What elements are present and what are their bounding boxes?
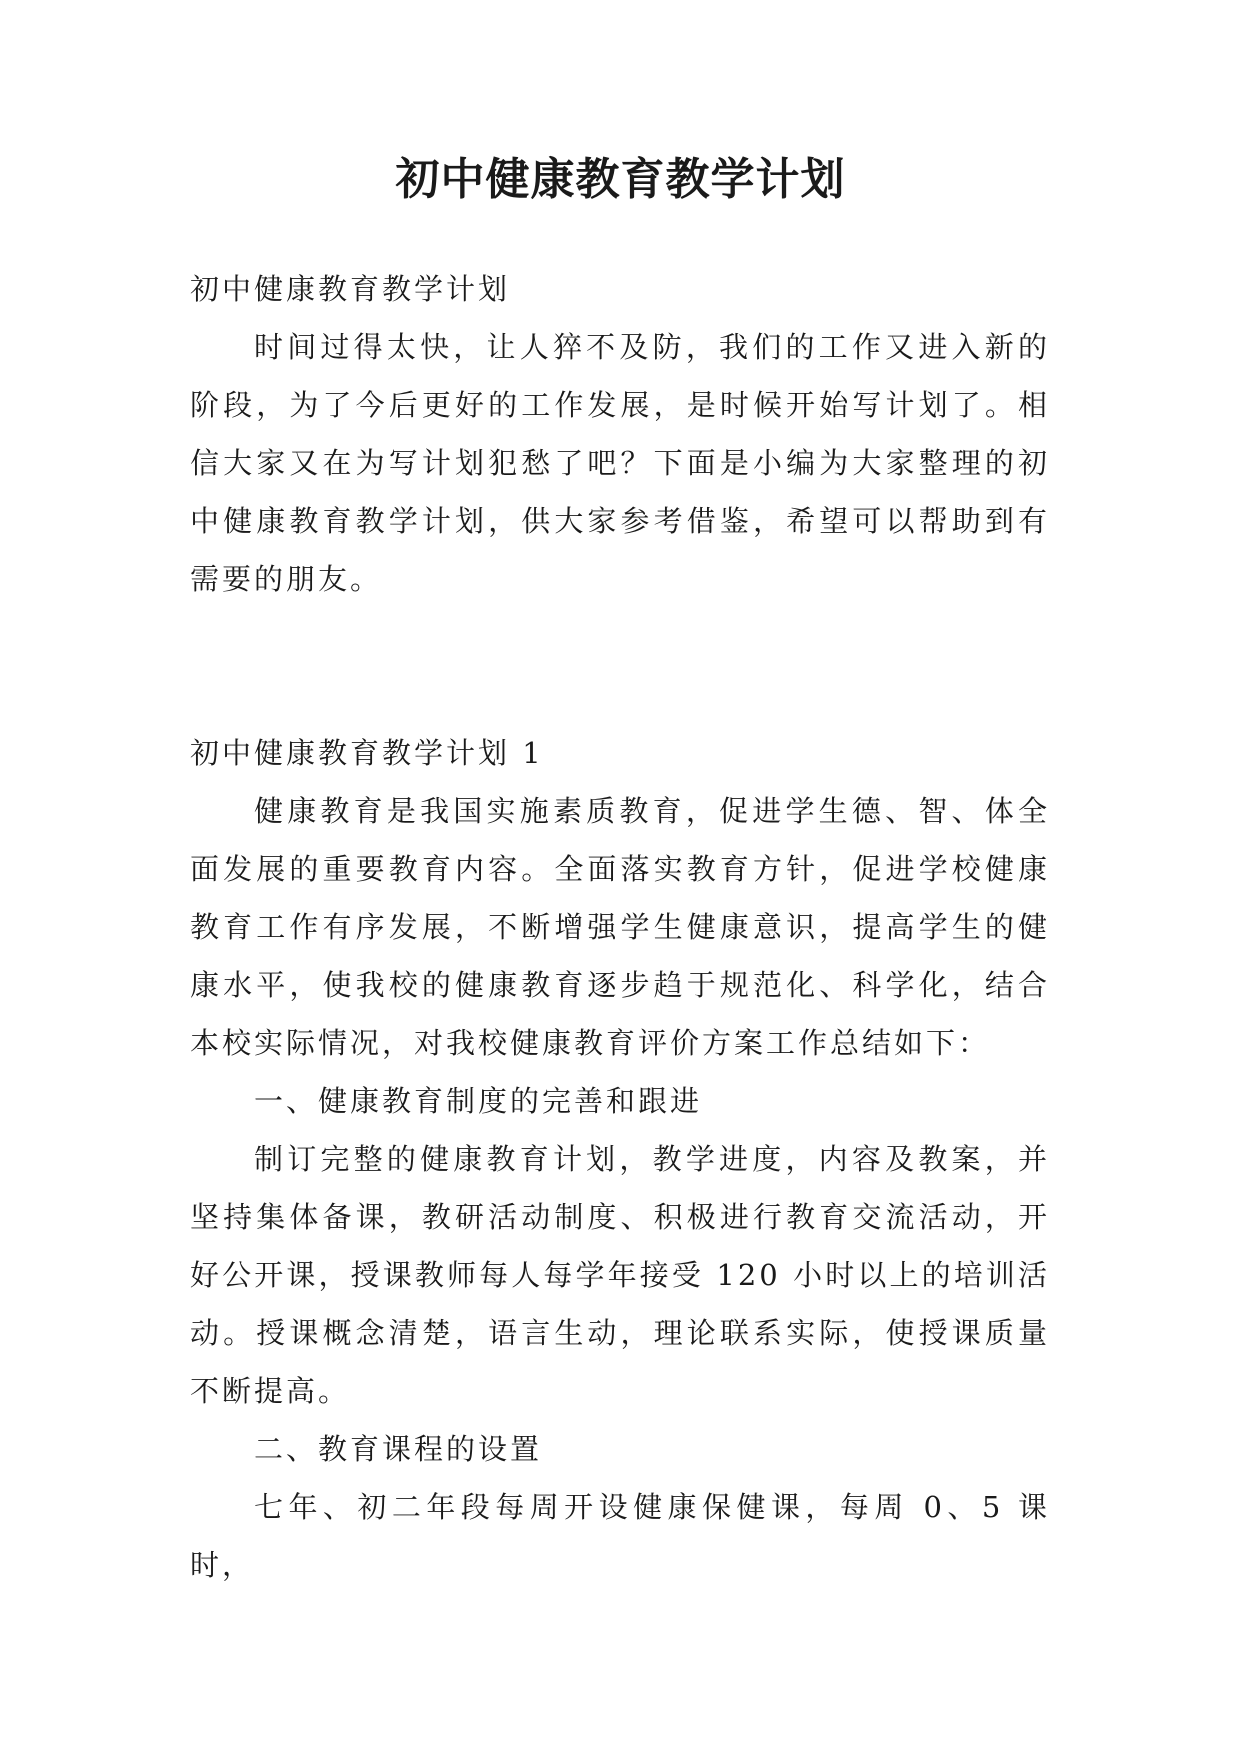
document-body: [190, 260, 1050, 1594]
section-1-heading: 初中健康教育教学计划 1: [190, 736, 544, 770]
section-1-paragraph-2: 制订完整的健康教育计划，教学进度，内容及教案，并坚持集体备课，教研活动制度、积极进行教育交流活动，开好公开课，授课教师每人每学年接受 120 小时以上的培训活动。授课概念清楚，语言生动，理论联系实际，使授课质量不断提高。: [190, 1142, 1050, 1408]
section-1-paragraph-1: 健康教育是我国实施素质教育，促进学生德、智、体全面发展的重要教育内容。全面落实教育方针，促进学校健康教育工作有序发展，不断增强学生健康意识，提高学生的健康水平，使我校的健康教育逐步趋于规范化、科学化，结合本校实际情况，对我校健康教育评价方案工作总结如下：: [190, 794, 1050, 1060]
intro-paragraph: 时间过得太快，让人猝不及防，我们的工作又进入新的阶段，为了今后更好的工作发展，是时候开始写计划了。相信大家又在为写计划犯愁了吧？下面是小编为大家整理的初中健康教育教学计划，供大家参考借鉴，希望可以帮助到有需要的朋友。: [190, 330, 1050, 596]
intro-heading: 初中健康教育教学计划: [190, 272, 511, 306]
section-1-paragraph-3: 七年、初二年段每周开设健康保健课，每周 0、5 课时，: [190, 1490, 1050, 1582]
section-spacer: [190, 608, 1050, 724]
subheading-1: 一、健康教育制度的完善和跟进: [254, 1084, 703, 1118]
subheading-2: 二、教育课程的设置: [254, 1432, 543, 1466]
document-title: 初中健康教育教学计划: [395, 154, 846, 205]
